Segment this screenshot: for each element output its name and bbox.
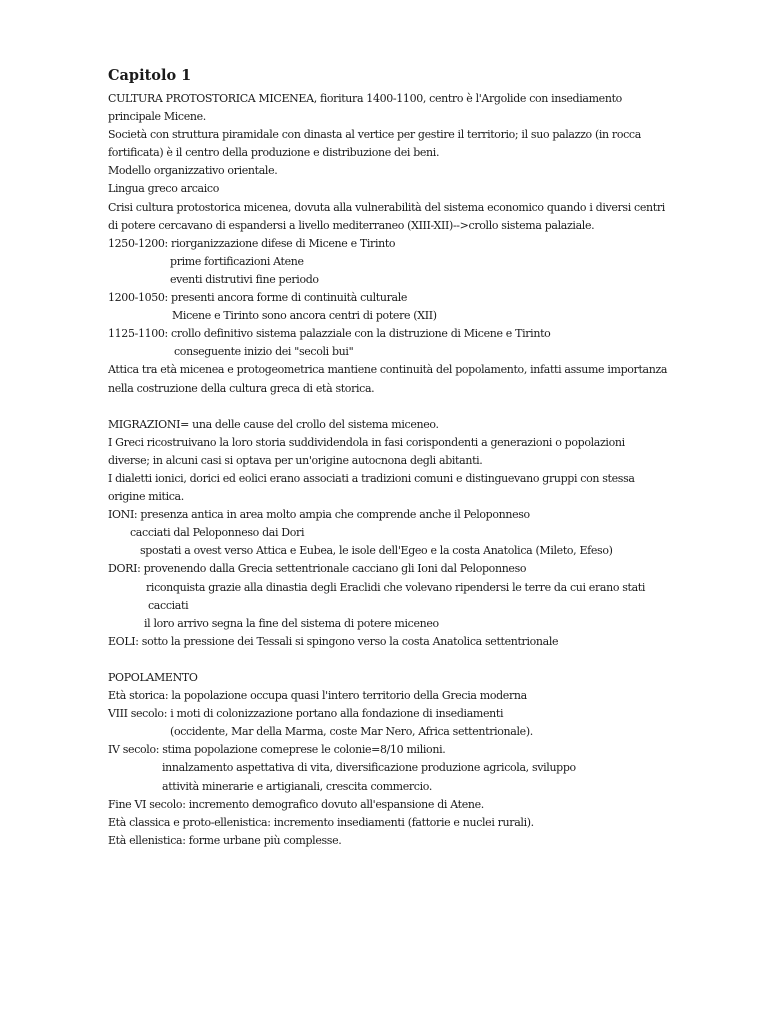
paragraph-line: fortificata) è il centro della produzione e distribuzione dei beni.	[108, 146, 440, 160]
paragraph-line: origine mitica.	[108, 490, 184, 504]
paragraph-line: VIII secolo: i moti di colonizzazione portano alla fondazione di insediamenti	[108, 707, 504, 721]
population-subline: cacciati dal Peloponneso dai Dori	[130, 526, 305, 540]
paragraph-line: CULTURA PROTOSTORICA MICENEA, fioritura 1400-1100, centro è l'Argolide con insediamento	[108, 92, 622, 105]
paragraph-subline: (occidente, Mar della Marma, coste Mar Nero, Africa settentrionale).	[170, 725, 533, 739]
paragraph-line: Fine VI secolo: incremento demografico dovuto all'espansione di Atene.	[108, 797, 484, 811]
document-body	[108, 90, 668, 850]
paragraph-line: principale Micene.	[108, 110, 206, 124]
population-line: IONI: presenza antica in area molto ampia che comprende anche il Peloponneso	[108, 508, 530, 522]
paragraph-line: Modello organizzativo orientale.	[108, 164, 278, 178]
timeline-line: 1125-1100: crollo definitivo sistema palazziale con la distruzione di Micene e Tirinto	[108, 327, 551, 341]
paragraph-line: I dialetti ionici, dorici ed eolici erano associati a tradizioni comuni e distinguevano gruppi con stessa	[108, 471, 635, 485]
paragraph-line: I Greci ricostruivano la loro storia suddividendola in fasi corispondenti a generazioni o popolazioni	[108, 435, 625, 449]
timeline-subline: conseguente inizio dei "secoli bui"	[174, 345, 354, 359]
paragraph-line: Attica tra età micenea e protogeometrica mantiene continuità del popolamento, infatti assume importanza	[108, 363, 668, 377]
paragraph-line: IV secolo: stima popolazione comeprese le colonie=8/10 milioni.	[108, 743, 446, 757]
blank-line	[108, 651, 668, 669]
section-heading-migrazioni: MIGRAZIONI= una delle cause del crollo del sistema miceneo.	[108, 417, 439, 431]
paragraph-line: Società con struttura piramidale con dinasta al vertice per gestire il territorio; il suo palazzo (in rocca	[108, 128, 641, 142]
paragraph-subline: innalzamento aspettativa di vita, diversificazione produzione agricola, sviluppo	[162, 761, 576, 775]
timeline-subline: prime fortificazioni Atene	[170, 254, 304, 268]
paragraph-line: Età classica e proto-ellenistica: incremento insediamenti (fattorie e nuclei rurali).	[108, 815, 534, 829]
page-title: Capitolo 1	[108, 67, 192, 84]
population-line: DORI: provenendo dalla Grecia settentrionale cacciano gli Ioni dal Peloponneso	[108, 562, 527, 576]
section-heading-popolamento: POPOLAMENTO	[108, 671, 198, 684]
population-subline: il loro arrivo segna la fine del sistema di potere miceneo	[144, 616, 439, 630]
paragraph-subline: attività minerarie e artigianali, crescita commercio.	[162, 779, 433, 793]
paragraph-line: Lingua greco arcaico	[108, 182, 220, 196]
timeline-line: 1250-1200: riorganizzazione difese di Micene e Tirinto	[108, 236, 396, 250]
timeline-line: 1200-1050: presenti ancora forme di continuità culturale	[108, 291, 408, 305]
blank-line	[108, 398, 668, 416]
population-subline: spostati a ovest verso Attica e Eubea, le isole dell'Egeo e la costa Anatolica (Mileto, Efeso)	[140, 544, 613, 558]
timeline-subline: Micene e Tirinto sono ancora centri di potere (XII)	[172, 309, 437, 323]
population-subline: cacciati	[148, 598, 189, 612]
population-line: EOLI: sotto la pressione dei Tessali si spingono verso la costa Anatolica settentrionale	[108, 634, 559, 648]
paragraph-line: Età storica: la popolazione occupa quasi l'intero territorio della Grecia moderna	[108, 689, 527, 703]
population-subline: riconquista grazie alla dinastia degli Eraclidi che volevano ripendersi le terre da cui erano stati	[146, 580, 646, 594]
paragraph-line: nella costruzione della cultura greca di età storica.	[108, 381, 375, 395]
paragraph-line: Età ellenistica: forme urbane più complesse.	[108, 833, 342, 847]
timeline-subline: eventi distrutivi fine periodo	[170, 272, 319, 286]
paragraph-line: di potere cercavano di espandersi a livello mediterraneo (XIII-XII)-->crollo sistema palaziale.	[108, 218, 595, 232]
paragraph-line: Crisi cultura protostorica micenea, dovuta alla vulnerabilità del sistema economico quando i diversi centri	[108, 200, 665, 214]
paragraph-line: diverse; in alcuni casi si optava per un'origine autocnona degli abitanti.	[108, 453, 483, 467]
